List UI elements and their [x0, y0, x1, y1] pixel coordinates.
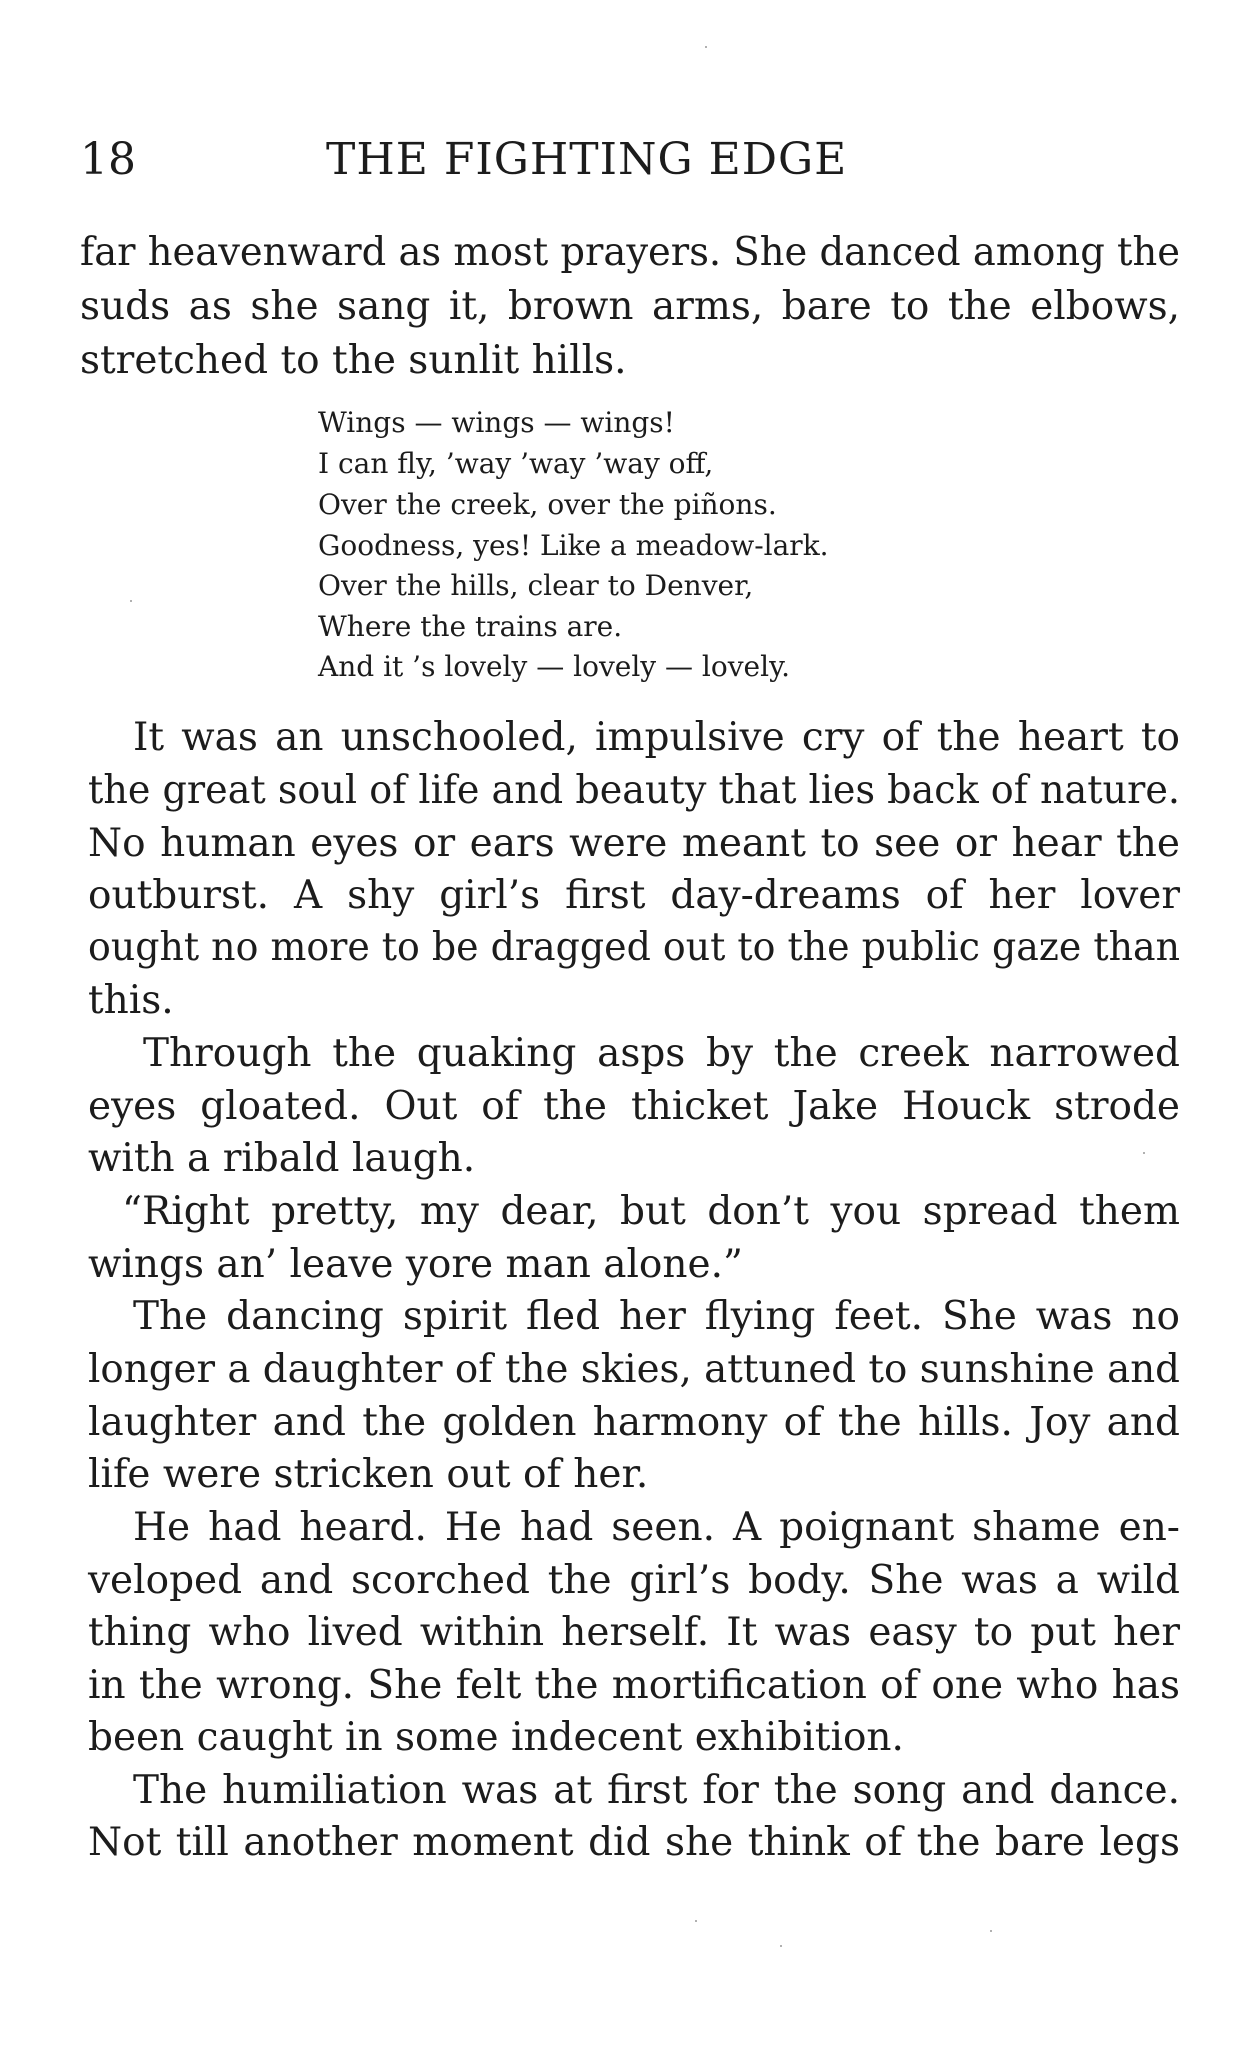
text-line: the great soul of life and beauty that lies back of nature.: [88, 768, 1180, 813]
paper-speck: [780, 1945, 782, 1947]
verse-line: Over the hills, clear to Denver,: [318, 569, 754, 602]
text-line: “Right pretty, my dear, but don’t you spread them: [122, 1189, 1180, 1234]
text-line: wings an’ leave yore man alone.”: [88, 1242, 743, 1287]
text-line: been caught in some indecent exhibition.: [88, 1715, 904, 1760]
text-line: longer a daughter of the skies, attuned to sunshine and: [88, 1347, 1180, 1392]
text-line: far heavenward as most prayers. She danced among the: [80, 230, 1180, 275]
text-line: eyes gloated. Out of the thicket Jake Houck strode: [88, 1084, 1180, 1129]
text-line: ought no more to be dragged out to the public gaze than: [88, 925, 1180, 970]
paper-speck: [990, 1930, 992, 1932]
verse-line: I can fly, ’way ’way ’way off,: [318, 447, 714, 480]
text-line: The humiliation was at first for the song and dance.: [133, 1768, 1180, 1813]
text-line: veloped and scorched the girl’s body. She was a wild: [88, 1558, 1180, 1603]
text-line: Not till another moment did she think of the bare legs: [88, 1820, 1180, 1865]
text-line: laughter and the golden harmony of the hills. Joy and: [88, 1400, 1180, 1445]
text-line: outburst. A shy girl’s first day-dreams of her lover: [88, 873, 1180, 918]
paper-speck: [1143, 1152, 1145, 1154]
text-line: The dancing spirit fled her flying feet. She was no: [133, 1294, 1180, 1339]
text-line: with a ribald laugh.: [88, 1136, 476, 1181]
text-line: It was an unschooled, impulsive cry of the heart to: [133, 715, 1180, 760]
paper-speck: [695, 1920, 697, 1922]
paper-speck: [705, 46, 707, 48]
verse-line: Where the trains are.: [318, 610, 623, 643]
paper-speck: [130, 600, 132, 602]
page-number: 18: [80, 134, 136, 185]
verse-line: And it ’s lovely — lovely — lovely.: [318, 650, 791, 683]
verse-line: Goodness, yes! Like a meadow-lark.: [318, 529, 829, 562]
text-line: suds as she sang it, brown arms, bare to the elbows,: [80, 284, 1180, 329]
running-title: THE FIGHTING EDGE: [326, 134, 848, 185]
verse-line: Wings — wings — wings!: [318, 406, 675, 439]
text-line: life were stricken out of her.: [88, 1452, 649, 1497]
text-line: stretched to the sunlit hills.: [80, 338, 627, 383]
text-line: No human eyes or ears were meant to see or hear the: [88, 821, 1180, 866]
verse-line: Over the creek, over the piñons.: [318, 488, 777, 521]
text-line: thing who lived within herself. It was easy to put her: [88, 1610, 1180, 1655]
text-line: this.: [88, 978, 174, 1023]
page-header: [80, 132, 1180, 188]
text-line: He had heard. He had seen. A poignant shame en-: [133, 1505, 1180, 1550]
text-line: Through the quaking asps by the creek narrowed: [143, 1031, 1180, 1076]
text-line: in the wrong. She felt the mortification of one who has: [88, 1663, 1180, 1708]
